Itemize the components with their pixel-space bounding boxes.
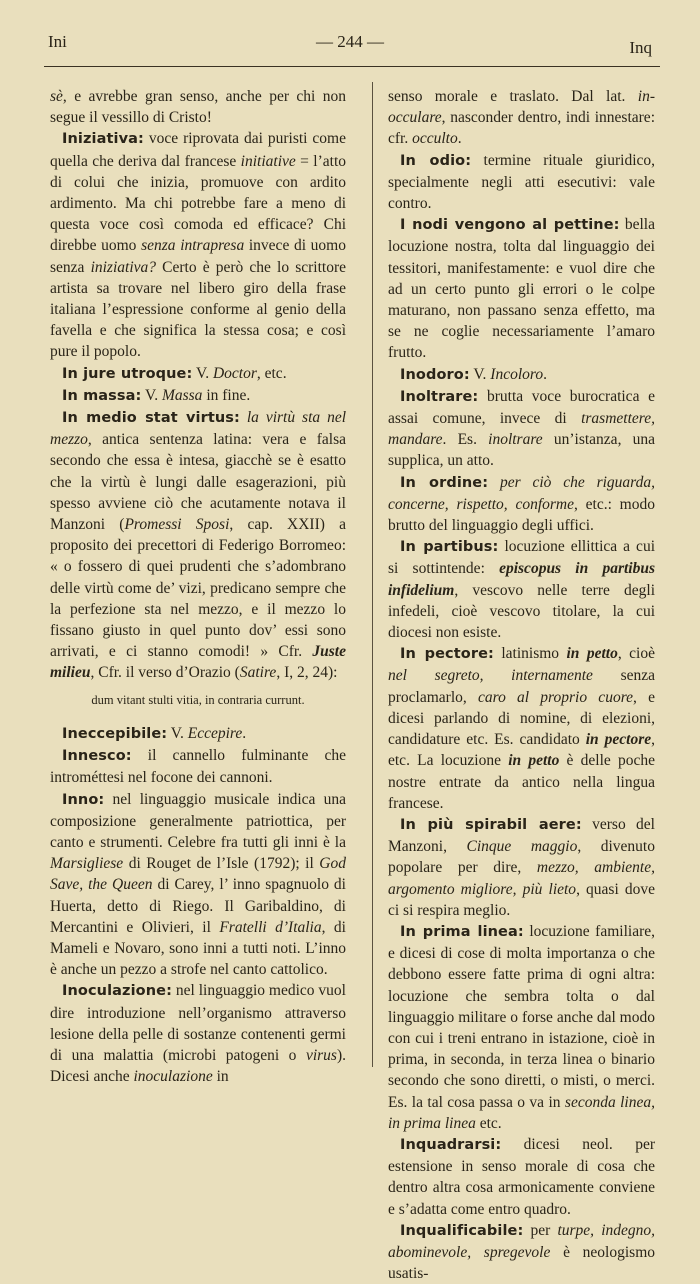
entry-continuation-right: senso morale e traslato. Dal lat. in-occulare, nasconder dentro, indi innestare: cfr. occulto. xyxy=(388,88,655,148)
entry-in-partibus: In partibus: locuzione ellittica a cui si sottintende: episcopus in partibus infidelium, vescovo nelle terre degli infedeli, cioè vescovo titolare, la cui diocesi non esiste. xyxy=(388,538,655,642)
left-column xyxy=(50,86,346,1087)
entry-inquadrarsi: Inquadrarsi: dicesi neol. per estensione in senso morale di cosa che dentro altra cosa armonicamente conviene e s’adatta come entro quadro. xyxy=(388,1135,655,1218)
header-right: Inq xyxy=(629,38,652,57)
entry-in-prima-linea: In prima linea: locuzione familiare, e dicesi di cose di molta importanza o che debbono essere fatte prima di ogni altra: locuzione che sembra tolta o dal linguaggio militare o forse anche dal modo con cui i treni entrano in istazione, cioè in prima, in seconda, in terza linea o binario secondo che sono diretti, o misti, o merci. Es. la tal cosa passa o va in seconda linea, in prima linea etc. xyxy=(388,922,655,1132)
entry-in-jure-utroque: In jure utroque: V. Doctor, etc. xyxy=(62,364,287,382)
entry-in-piu-spirabil-aere: In più spirabil aere: verso del Manzoni, Cinque maggio, divenuto popolare per dire, mezzo, ambiente, argomento migliore, più lieto, quasi dove ci si respira meglio. xyxy=(388,815,655,919)
running-header xyxy=(48,32,652,56)
entry-in-medio-stat-virtus: In medio stat virtus: la virtù sta nel mezzo, antica sentenza latina: vera e falsa secondo che essa è intesa, giacchè se è esatto che la virtù è lungi dalle esagerazioni, più spesso avviene ciò che acutamente notava il Manzoni (Promessi Sposi, cap. XXII) a proposito dei precettori di Federigo Borromeo: « o fossero di quei prudenti che s’adombrano delle virtù come de’ vizi, predicano sempre che la perfezione sta nel mezzo, e il mezzo lo fissano giusto in quel punto dov’ essi sono arrivati, e ci stanno comodi! » Cfr. Juste milieu, Cfr. il verso d’Orazio (Satire, I, 2, 24): xyxy=(50,409,347,682)
latin-quote: dum vitant stulti vitia, in contraria currunt. xyxy=(91,692,305,707)
entry-continuation: sè, e avrebbe gran senso, anche per chi non segue il vessillo di Cristo! xyxy=(50,88,346,127)
entry-inoltrare: Inoltrare: brutta voce burocratica e assai comune, invece di trasmettere, mandare. Es. inoltrare un’istanza, una supplica, un atto. xyxy=(388,387,655,470)
header-rule xyxy=(44,66,660,67)
entry-i-nodi-vengono-al-pettine: I nodi vengono al pettine: bella locuzione nostra, tolta dal linguaggio dei tessitori, manifestamente: e vuol dire che ad un certo punto gli errori o le colpe maturano, non passano senza effetto, ma se ne coglie necessariamente l’amaro frutto. xyxy=(388,216,655,362)
entry-in-ordine: In ordine: per ciò che riguarda, concerne, rispetto, conforme, etc.: modo brutto del linguaggio degli uffici. xyxy=(388,473,656,535)
entry-inoculazione: Inoculazione: nel linguaggio medico vuol dire introduzione nell’organismo attraverso lesione della pelle di sostanze contenenti germi di una malattia (microbi patogeni o virus). Dicesi anche inoculazione in xyxy=(50,982,346,1086)
entry-ineccepibile: Ineccepibile: V. Eccepire. xyxy=(62,724,247,742)
entry-in-massa: In massa: V. Massa in fine. xyxy=(62,386,251,404)
entry-inqualificabile: Inqualificabile: per turpe, indegno, abominevole, spregevole è neologismo usatis- xyxy=(388,1221,656,1283)
entry-inno: Inno: nel linguaggio musicale indica una composizione generalmente patriottica, per canto e strumenti. Celebre fra tutti gli inni è la Marsigliese di Rouget de l’Isle (1792); il God Save, the Queen di Carey, l’ inno spagnuolo di Huerta, detto di Riego. Il Garibaldino, di Mercantini e Olivieri, il Fratelli d’Italia, di Mameli e Novaro, sono inni a tutti noti. L’inno è anche un pezzo a strofe nel canto cattolico. xyxy=(50,790,346,979)
entry-iniziativa: Iniziativa: voce riprovata dai puristi come quella che deriva dal francese initiative = l’atto di colui che inizia, promuove con ardito ardimento. Ma chi potrebbe fare a meno di questa voce così comoda ed efficace? Chi direbbe uomo senza intrapresa invece di uomo senza iniziativa? Certo è però che lo scrittore artista sa trovare nel libero giro della frase italiana l’espressione conforme al genio della favella e che significa la stessa cosa; e così pure il popolo. xyxy=(50,130,347,361)
page-number: — 244 — xyxy=(316,32,384,51)
entry-in-odio: In odio: termine rituale giuridico, specialmente negli atti esecutivi: vale contro. xyxy=(388,151,656,213)
entry-innesco: Innesco: il cannello fulminante che introméttesi nel focone dei cannoni. xyxy=(50,747,346,787)
column-divider xyxy=(372,82,373,1067)
entry-in-pectore: In pectore: latinismo in petto, cioè nel segreto, internamente senza proclamarlo, caro al proprio cuore, e dicesi parlando di nomine, di elezioni, candidature etc. Es. candidato in pectore, etc. La locuzione in petto è delle poche nostre entrate da antico nella lingua francese. xyxy=(388,645,656,812)
right-column xyxy=(388,86,655,1284)
header-left: Ini xyxy=(48,32,67,51)
entry-inodoro: Inodoro: V. Incoloro. xyxy=(400,365,547,383)
